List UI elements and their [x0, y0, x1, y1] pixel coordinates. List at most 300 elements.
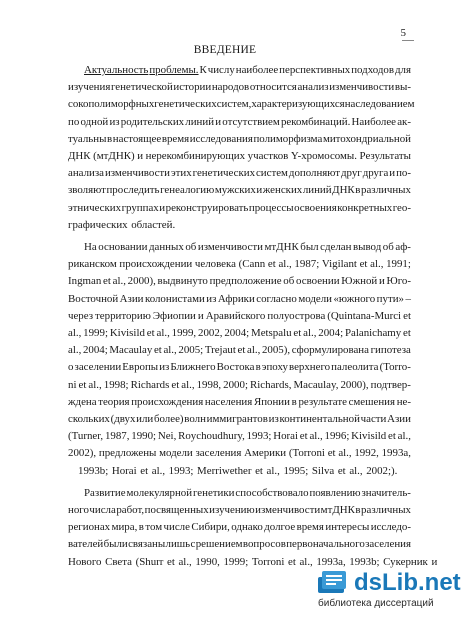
word: митохондриальной: [322, 132, 411, 145]
word: верхнего: [289, 361, 331, 374]
word: том: [145, 521, 163, 534]
word: аф-: [395, 241, 411, 254]
word: теория: [98, 395, 130, 408]
word: Kivisild: [351, 430, 387, 443]
text-line: [68, 485, 411, 502]
word: Nei,: [157, 430, 177, 443]
word: появлению: [309, 486, 361, 499]
word: и: [378, 275, 385, 288]
word: мира,: [111, 521, 138, 534]
word: о: [68, 361, 74, 374]
word: 1993a,: [316, 555, 346, 568]
text-line: [68, 308, 411, 325]
word: 1999;: [83, 327, 108, 340]
word: изменчивости: [197, 241, 263, 254]
word: Palanichamy: [344, 327, 402, 340]
word: рекомбинаций.: [280, 115, 351, 128]
word: долгое: [264, 521, 296, 534]
word: (Shurr: [135, 555, 164, 568]
word: Ingman: [68, 275, 102, 288]
word: генетической: [110, 81, 173, 94]
word: заселении: [74, 361, 122, 374]
word: 2004;: [224, 327, 250, 340]
word: палеолита: [331, 361, 379, 374]
word: al.,: [112, 275, 126, 288]
text-line: [68, 445, 411, 462]
watermark-name: dsLib.net: [354, 569, 461, 596]
word: эпоху: [261, 361, 288, 374]
word: Наиболее: [351, 115, 397, 128]
text-line: [68, 519, 411, 536]
word: однако: [231, 521, 263, 534]
word: Азии: [387, 413, 411, 426]
word: генетических: [192, 167, 256, 180]
text-line: [68, 342, 411, 359]
word: et: [388, 430, 396, 443]
word: ждена: [68, 395, 97, 408]
word: подтвер-: [370, 378, 411, 391]
word: et: [171, 378, 180, 391]
text-line: [68, 217, 411, 234]
word: связаны: [128, 538, 166, 551]
word: На: [84, 241, 97, 254]
word: дополняют: [288, 167, 341, 180]
word: время: [296, 521, 324, 534]
word: al.,: [68, 344, 82, 357]
word: реконструировать: [165, 201, 249, 214]
word: по: [68, 115, 80, 128]
word: al.,: [266, 464, 280, 477]
word: иммигрантов: [206, 413, 268, 426]
word: (Cann: [238, 258, 266, 271]
word: в: [355, 184, 361, 197]
word: и: [256, 184, 263, 197]
text-line: [68, 291, 411, 308]
text-line: [68, 411, 411, 428]
word: Европы: [122, 361, 159, 374]
word: графических: [68, 218, 128, 231]
word: волн: [184, 413, 206, 426]
word: al.,: [278, 258, 292, 271]
word: 1990,: [195, 555, 220, 568]
text-line: [68, 131, 411, 148]
word: Нового: [68, 555, 102, 568]
word: интересы: [325, 521, 370, 534]
word: et: [359, 258, 368, 271]
word: наиболее: [235, 64, 279, 76]
word: решением: [195, 538, 243, 551]
word: Японии: [253, 395, 290, 408]
word: al.,: [156, 327, 170, 340]
word: линий: [185, 115, 215, 128]
word: не-: [396, 395, 411, 408]
word: et: [78, 378, 87, 391]
word: туальны: [68, 132, 107, 145]
word: гео-: [392, 201, 411, 214]
word: исследования: [189, 132, 253, 145]
word: Америки: [244, 447, 287, 460]
word: Южной: [341, 275, 378, 288]
word: 1993;: [168, 464, 194, 477]
word: основании: [98, 241, 148, 254]
word: et: [255, 464, 263, 477]
word: в: [355, 504, 361, 517]
word: модели: [298, 292, 332, 305]
word: al.,: [181, 378, 195, 391]
word: сформулирована: [291, 344, 369, 357]
word: заселения: [195, 447, 242, 460]
word: 1998,: [196, 378, 222, 391]
word: настоящее: [112, 132, 162, 145]
word: генетических: [154, 98, 217, 111]
word: населения: [204, 395, 253, 408]
word: 2004;: [318, 327, 344, 340]
text-line: [68, 96, 415, 113]
word: данных: [148, 241, 184, 254]
word: различных: [361, 184, 411, 197]
word: 1998;: [103, 378, 129, 391]
word: al.,: [151, 464, 166, 477]
word: изучению: [209, 504, 255, 517]
word: полуострова: [267, 309, 326, 322]
word: Восточной: [68, 292, 119, 305]
word: 1995;: [283, 464, 309, 477]
word: Trejaut: [204, 344, 236, 357]
word: 2004;: [82, 344, 108, 357]
word: 2000),: [340, 378, 369, 391]
word: согласно: [256, 292, 297, 305]
word: 2005;: [178, 344, 204, 357]
word: лишь: [165, 538, 191, 551]
word: об: [382, 241, 394, 254]
word: Macaulay,: [293, 378, 339, 391]
word: ni: [68, 378, 77, 391]
word: сделан: [320, 241, 352, 254]
word: Аравийского: [205, 309, 266, 322]
word: al.,: [247, 344, 261, 357]
word: 1993a,: [381, 447, 411, 460]
text-line: [68, 273, 411, 290]
word: смешения: [348, 395, 396, 408]
word: и: [215, 115, 222, 128]
word: 1987;: [294, 258, 320, 271]
word: происхождении: [119, 258, 193, 271]
word: et: [146, 327, 155, 340]
word: et: [237, 344, 246, 357]
word: родительских: [120, 115, 185, 128]
word: Y-хромосомы.: [290, 150, 357, 163]
word: из: [109, 115, 120, 128]
word: 2005),: [261, 344, 291, 357]
word: территорию: [95, 309, 151, 322]
word: Азии: [119, 292, 144, 305]
word: et: [103, 275, 111, 288]
word: был: [300, 241, 319, 254]
word: выдвинуто: [157, 275, 208, 288]
word: отсутствием: [222, 115, 280, 128]
word: (двух: [110, 413, 136, 426]
word: способствовало: [235, 486, 309, 499]
text-line: [68, 165, 411, 182]
word: Юго-: [386, 275, 411, 288]
word: al.,: [397, 430, 411, 443]
word: в: [107, 132, 113, 145]
text-line: [68, 394, 411, 411]
word: 1996;: [324, 430, 350, 443]
word: различных: [361, 504, 411, 517]
word: 1992,: [354, 447, 379, 460]
word: числу: [207, 64, 235, 76]
word: происхождения: [131, 395, 204, 408]
word: мужских: [214, 184, 256, 197]
text-line: [68, 325, 411, 342]
word: et: [153, 344, 162, 357]
word: об: [283, 275, 295, 288]
word: et: [299, 430, 308, 443]
word: al.,: [309, 430, 323, 443]
word: изучения: [68, 81, 111, 94]
text-line: [68, 359, 411, 376]
word: 1999;: [223, 555, 249, 568]
word: et: [267, 258, 276, 271]
word: Сукерник: [383, 555, 428, 568]
word: al.,: [178, 555, 192, 568]
word: модели: [159, 447, 193, 460]
word: анализа: [68, 167, 104, 180]
word: 2002),: [68, 447, 97, 460]
word: конкретных: [337, 201, 393, 214]
word: исследо-: [370, 521, 411, 534]
word: систем,: [216, 98, 252, 111]
word: et: [403, 327, 411, 340]
word: женских: [262, 184, 303, 197]
word: для: [394, 64, 411, 76]
word: изменчивости: [104, 167, 170, 180]
word: группах: [121, 201, 159, 214]
word: полиморфизма: [253, 132, 323, 145]
word: в: [138, 521, 144, 534]
word: числа: [89, 504, 116, 517]
word: et: [293, 327, 302, 340]
word: посвященных: [144, 504, 209, 517]
word: относится: [249, 81, 297, 94]
word: процессы: [248, 201, 294, 214]
word: областей.: [131, 218, 176, 231]
word: Horai: [273, 430, 298, 443]
word: и: [159, 201, 166, 214]
word: Результаты: [359, 150, 411, 163]
word: первоначального: [286, 538, 365, 551]
word: al.,: [68, 327, 82, 340]
word: Ближнего: [170, 361, 216, 374]
word: et: [403, 309, 411, 322]
word: мтДНК: [264, 241, 299, 254]
word: al.,: [88, 378, 102, 391]
word: Света: [105, 555, 132, 568]
word: этих: [170, 167, 192, 180]
word: «южного: [333, 292, 376, 305]
word: 1993b;: [349, 555, 380, 568]
text-line: [68, 239, 411, 256]
word: скольких: [68, 413, 110, 426]
word: через: [68, 309, 94, 322]
word: (Torroni: [288, 447, 325, 460]
word: Roychoudhury,: [178, 430, 245, 443]
word: ДНК: [332, 184, 355, 197]
word: et: [337, 464, 346, 477]
word: ак-: [397, 115, 411, 128]
word: Сибири,: [191, 521, 230, 534]
word: al.,: [349, 464, 363, 477]
word: освоения: [294, 201, 337, 214]
word: ДНК: [68, 150, 91, 163]
word: или: [136, 413, 154, 426]
word: Vigilant: [321, 258, 357, 271]
word: из: [268, 413, 279, 426]
word: заселения: [365, 538, 411, 551]
word: 2002,: [198, 327, 223, 340]
word: значитель-: [361, 486, 411, 499]
body-text: [68, 62, 438, 571]
word: генетики: [192, 486, 235, 499]
word: изменчивости: [255, 504, 321, 517]
word: регионах: [68, 521, 111, 534]
word: линий: [302, 184, 332, 197]
word: друга: [362, 167, 389, 180]
word: мтДНК: [320, 504, 355, 517]
word: числе: [163, 521, 190, 534]
word: предположение: [209, 275, 282, 288]
word: Развитие: [84, 486, 126, 499]
text-line: [68, 463, 411, 480]
text-line: [68, 502, 411, 519]
word: гипотеза: [370, 344, 411, 357]
word: Актуальность: [84, 64, 149, 76]
word: (Quintana-Murci: [327, 309, 402, 322]
word: al.,: [303, 327, 317, 340]
word: молекулярной: [126, 486, 193, 499]
word: вы-: [394, 81, 411, 94]
word: сокополиморфных: [68, 98, 155, 111]
word: генеалогию: [160, 184, 215, 197]
word: более): [153, 413, 184, 426]
word: наследованием: [344, 98, 415, 111]
word: вывод: [353, 241, 382, 254]
dslib-watermark[interactable]: [314, 567, 461, 611]
word: ного: [68, 504, 89, 517]
word: истории: [173, 81, 212, 94]
word: Metspalu: [251, 327, 292, 340]
word: al.,: [163, 344, 177, 357]
word: из: [159, 361, 170, 374]
text-line: [68, 79, 411, 96]
word: народов: [211, 81, 250, 94]
word: Эфиопии: [152, 309, 196, 322]
word: и: [389, 167, 396, 180]
word: 2002;).: [366, 464, 398, 477]
word: Kivisild: [109, 327, 145, 340]
word: предложены: [98, 447, 157, 460]
word: 1993;: [246, 430, 272, 443]
word: друг: [341, 167, 362, 180]
word: человека: [194, 258, 236, 271]
word: Silva: [311, 464, 335, 477]
word: из: [206, 292, 217, 305]
word: и: [137, 150, 144, 163]
word: Horai: [111, 464, 137, 477]
word: проблемы.: [149, 64, 199, 76]
word: 2000),: [127, 275, 156, 288]
word: с: [190, 538, 196, 551]
word: 1987,: [104, 430, 130, 443]
word: (Turner,: [68, 430, 104, 443]
word: и: [431, 555, 438, 568]
section-heading: ВВЕДЕНИЕ: [193, 44, 257, 56]
word: континентальной: [279, 413, 360, 426]
word: –: [405, 292, 411, 305]
word: в: [255, 361, 261, 374]
text-line: [68, 200, 411, 217]
text-line: [68, 62, 411, 79]
word: результате: [298, 395, 347, 408]
word: перспективных: [279, 64, 351, 76]
word: изменчивости: [329, 81, 395, 94]
word: зволяют: [68, 184, 106, 197]
word: время: [161, 132, 190, 145]
word: об: [185, 241, 197, 254]
word: одной: [80, 115, 109, 128]
word: 2000;: [223, 378, 248, 391]
word: проследить: [106, 184, 160, 197]
word: Африки: [217, 292, 255, 305]
word: риканском: [68, 258, 117, 271]
page-number: 5: [400, 27, 406, 39]
word: этнических: [68, 201, 122, 214]
dslib-logo-icon: [314, 567, 354, 597]
word: анализ: [297, 81, 329, 94]
word: et: [287, 555, 296, 568]
word: Merriwether: [197, 464, 252, 477]
word: части: [360, 413, 387, 426]
text-line: [68, 377, 411, 394]
word: в: [291, 395, 297, 408]
word: колонистами: [144, 292, 205, 305]
word: Macaulay: [109, 344, 153, 357]
word: 1991;: [386, 258, 411, 271]
word: al.,: [338, 447, 352, 460]
word: et: [327, 447, 336, 460]
word: Torroni: [251, 555, 285, 568]
word: систем: [255, 167, 288, 180]
text-line: [68, 148, 411, 165]
text-line: [68, 536, 411, 553]
watermark-subtitle: библиотека диссертаций: [318, 598, 434, 609]
text-line: [68, 114, 411, 131]
word: 1993b;: [78, 464, 109, 477]
word: al.,: [299, 555, 313, 568]
word: et: [140, 464, 149, 477]
word: al.,: [370, 258, 384, 271]
text-line: [68, 256, 411, 273]
word: вопросов: [242, 538, 286, 551]
word: нерекомбинирующих: [145, 150, 246, 163]
word: работ,: [116, 504, 145, 517]
word: вателей: [68, 538, 104, 551]
word: были: [103, 538, 128, 551]
word: и: [197, 309, 204, 322]
word: (мтДНК): [93, 150, 135, 163]
word: 1990;: [131, 430, 157, 443]
